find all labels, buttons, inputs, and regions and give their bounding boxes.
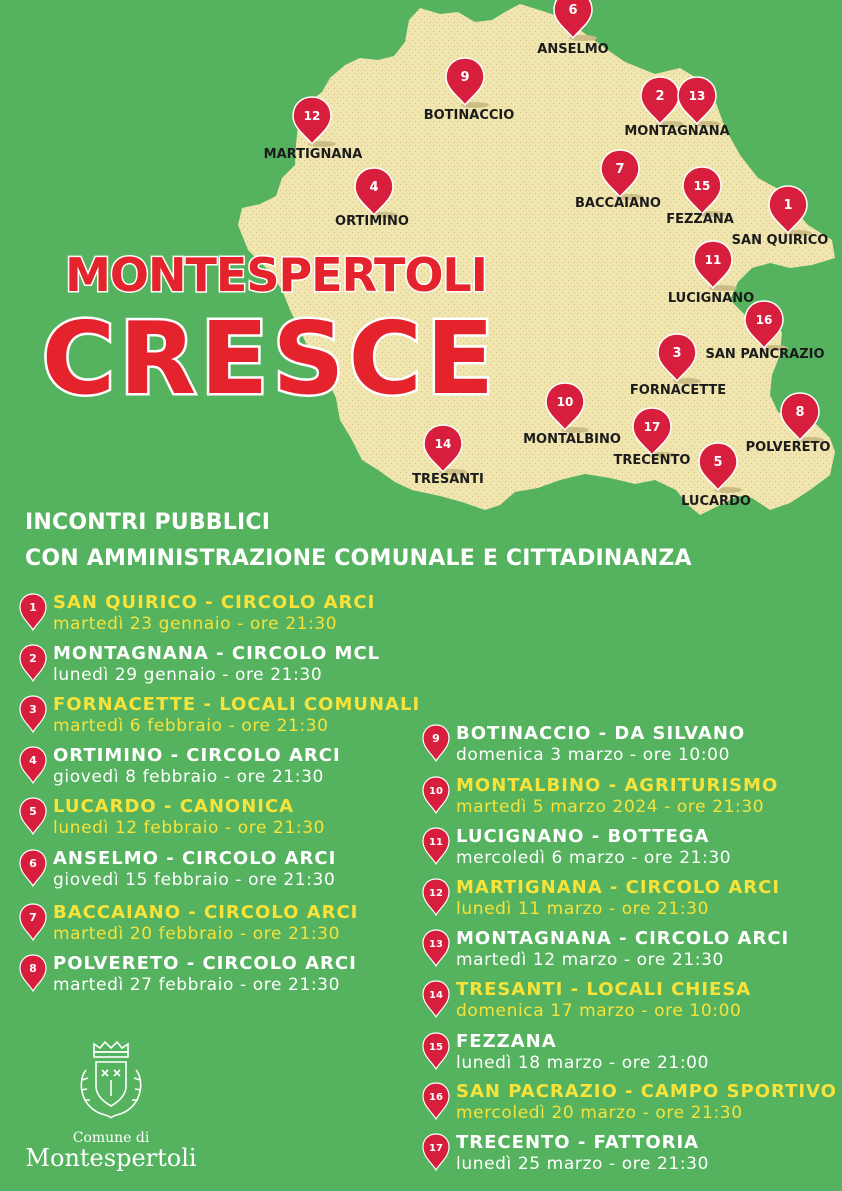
event-date: lunedì 11 marzo - ore 21:30 bbox=[456, 899, 709, 919]
map-pin-number: 5 bbox=[713, 455, 723, 470]
event-number: 10 bbox=[429, 786, 443, 797]
map-label: BACCAIANO bbox=[575, 196, 661, 211]
map-pin-number: 1 bbox=[783, 198, 793, 213]
event-title: POLVERETO - CIRCOLO ARCI bbox=[53, 953, 357, 974]
location-pin-icon bbox=[421, 1081, 451, 1121]
map-pin-number: 9 bbox=[460, 70, 470, 85]
event-number: 3 bbox=[29, 703, 37, 716]
event-title: SAN QUIRICO - CIRCOLO ARCI bbox=[53, 592, 376, 613]
map-label: TRESANTI bbox=[412, 472, 484, 487]
coat-of-arms-icon bbox=[72, 1040, 150, 1125]
event-title: TRESANTI - LOCALI CHIESA bbox=[456, 979, 752, 1000]
event-number: 6 bbox=[29, 857, 37, 870]
event-number: 7 bbox=[29, 911, 37, 924]
event-date: domenica 3 marzo - ore 10:00 bbox=[456, 745, 730, 765]
map-pin-number: 16 bbox=[755, 313, 773, 327]
event-title: FEZZANA bbox=[456, 1031, 557, 1052]
logo-text-line1: Comune di bbox=[72, 1130, 150, 1146]
map-pin-number: 13 bbox=[688, 89, 706, 103]
map-pin-number: 8 bbox=[795, 405, 805, 420]
event-title: FORNACETTE - LOCALI COMUNALI bbox=[53, 694, 421, 715]
map-pin-number: 4 bbox=[369, 180, 379, 195]
event-date: lunedì 12 febbraio - ore 21:30 bbox=[53, 818, 326, 838]
location-pin-icon bbox=[18, 592, 48, 632]
event-number: 9 bbox=[432, 732, 440, 745]
map-pin-number: 6 bbox=[568, 3, 578, 18]
map-label: ANSELMO bbox=[537, 42, 609, 57]
location-pin-icon bbox=[18, 796, 48, 836]
map-label: MARTIGNANA bbox=[263, 147, 363, 162]
map-label: FEZZANA bbox=[666, 212, 734, 227]
location-pin-icon bbox=[421, 723, 451, 763]
location-pin-icon bbox=[421, 979, 451, 1019]
event-date: mercoledì 6 marzo - ore 21:30 bbox=[456, 848, 732, 868]
event-date: giovedì 15 febbraio - ore 21:30 bbox=[53, 870, 336, 890]
event-number: 5 bbox=[29, 805, 37, 818]
map-label: SAN PANCRAZIO bbox=[705, 347, 825, 362]
event-title: SAN PACRAZIO - CAMPO SPORTIVO bbox=[456, 1081, 837, 1102]
event-title: ANSELMO - CIRCOLO ARCI bbox=[53, 848, 337, 869]
event-title: BACCAIANO - CIRCOLO ARCI bbox=[53, 902, 359, 923]
event-date: lunedì 29 gennaio - ore 21:30 bbox=[53, 665, 323, 685]
event-number: 14 bbox=[429, 990, 443, 1001]
event-date: martedì 23 gennaio - ore 21:30 bbox=[53, 614, 338, 634]
location-pin-icon bbox=[18, 848, 48, 888]
map-pin-number: 11 bbox=[704, 253, 722, 267]
map-label: LUCARDO bbox=[681, 494, 751, 509]
event-number: 12 bbox=[429, 888, 443, 899]
event-date: martedì 6 febbraio - ore 21:30 bbox=[53, 716, 329, 736]
map-pin-number: 3 bbox=[672, 346, 682, 361]
event-date: domenica 17 marzo - ore 10:00 bbox=[456, 1001, 742, 1021]
event-title: ORTIMINO - CIRCOLO ARCI bbox=[53, 745, 341, 766]
map-pin-number: 10 bbox=[556, 395, 574, 409]
location-pin-icon bbox=[421, 1132, 451, 1172]
map-label: ORTIMINO bbox=[335, 214, 409, 229]
map-label: SAN QUIRICO bbox=[731, 233, 829, 248]
map-pin-number: 15 bbox=[693, 179, 711, 193]
location-pin-icon bbox=[421, 928, 451, 968]
event-date: lunedì 25 marzo - ore 21:30 bbox=[456, 1154, 709, 1174]
location-pin-icon bbox=[18, 902, 48, 942]
event-number: 13 bbox=[429, 939, 443, 950]
map-label: MONTAGNANA bbox=[624, 124, 730, 139]
map-pin-number: 12 bbox=[303, 109, 321, 123]
event-date: giovedì 8 febbraio - ore 21:30 bbox=[53, 767, 324, 787]
event-number: 8 bbox=[29, 962, 37, 975]
map-label: BOTINACCIO bbox=[423, 108, 515, 123]
event-title: LUCIGNANO - BOTTEGA bbox=[456, 826, 710, 847]
event-number: 1 bbox=[29, 601, 37, 614]
event-date: martedì 12 marzo - ore 21:30 bbox=[456, 950, 724, 970]
map-label: MONTALBINO bbox=[523, 432, 621, 447]
event-title: TRECENTO - FATTORIA bbox=[456, 1132, 700, 1153]
event-title: MONTAGNANA - CIRCOLO MCL bbox=[53, 643, 381, 664]
location-pin-icon bbox=[421, 826, 451, 866]
poster-title-line2: CRESCE bbox=[41, 300, 499, 417]
event-date: martedì 5 marzo 2024 - ore 21:30 bbox=[456, 797, 765, 817]
event-number: 15 bbox=[429, 1042, 443, 1053]
subtitle-line2: CON AMMINISTRAZIONE COMUNALE E CITTADINANZA bbox=[25, 546, 692, 571]
event-number: 17 bbox=[429, 1143, 443, 1154]
location-pin-icon bbox=[421, 1031, 451, 1071]
map-label: TRECENTO bbox=[613, 453, 691, 468]
location-pin-icon bbox=[18, 694, 48, 734]
event-number: 4 bbox=[29, 754, 37, 767]
event-title: LUCARDO - CANONICA bbox=[53, 796, 295, 817]
event-title: MARTIGNANA - CIRCOLO ARCI bbox=[456, 877, 781, 898]
location-pin-icon bbox=[18, 745, 48, 785]
map-pin-number: 17 bbox=[643, 420, 661, 434]
map-label: FORNACETTE bbox=[629, 383, 727, 398]
event-date: martedì 27 febbraio - ore 21:30 bbox=[53, 975, 341, 995]
map-pin-number: 14 bbox=[434, 437, 452, 451]
poster-title-line1: MONTESPERTOLI bbox=[65, 248, 487, 302]
event-number: 11 bbox=[429, 837, 443, 848]
location-pin-icon bbox=[18, 643, 48, 683]
event-number: 2 bbox=[29, 652, 37, 665]
map-pin-number: 7 bbox=[615, 162, 625, 177]
location-pin-icon bbox=[421, 775, 451, 815]
event-title: MONTAGNANA - CIRCOLO ARCI bbox=[456, 928, 790, 949]
event-date: mercoledì 20 marzo - ore 21:30 bbox=[456, 1103, 743, 1123]
event-number: 16 bbox=[429, 1092, 443, 1103]
map-label: POLVERETO bbox=[745, 440, 831, 455]
event-title: MONTALBINO - AGRITURISMO bbox=[456, 775, 779, 796]
map-label: LUCIGNANO bbox=[667, 291, 755, 306]
location-pin-icon bbox=[18, 953, 48, 993]
logo-text-line2: Montespertoli bbox=[25, 1144, 197, 1172]
location-pin-icon bbox=[421, 877, 451, 917]
event-date: lunedì 18 marzo - ore 21:00 bbox=[456, 1053, 709, 1073]
subtitle-line1: INCONTRI PUBBLICI bbox=[25, 510, 271, 535]
event-title: BOTINACCIO - DA SILVANO bbox=[456, 723, 746, 744]
event-date: martedì 20 febbraio - ore 21:30 bbox=[53, 924, 341, 944]
map-pin-number: 2 bbox=[655, 89, 665, 104]
